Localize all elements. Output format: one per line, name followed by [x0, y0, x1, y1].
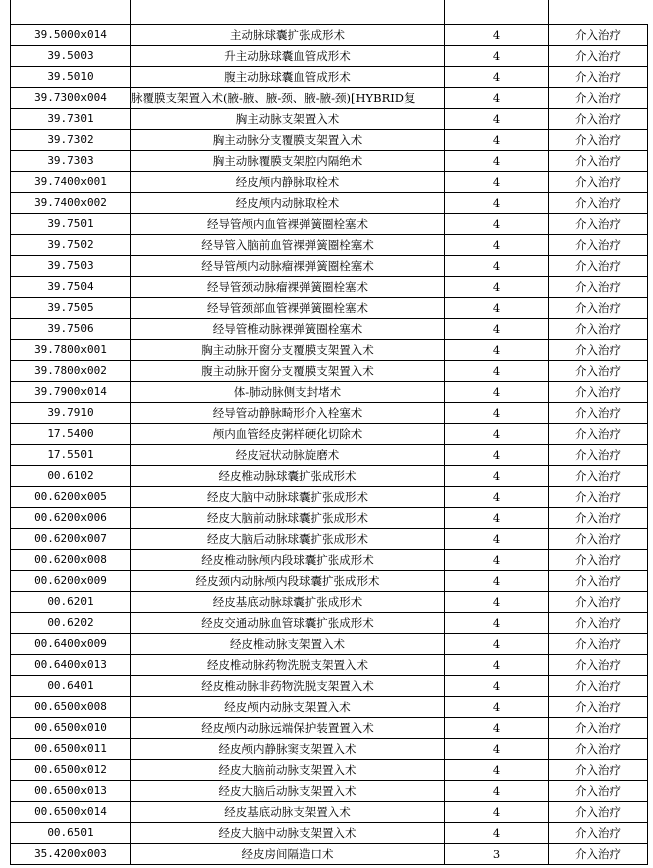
type-cell: 介入治疗	[549, 130, 648, 151]
type-cell: 介入治疗	[549, 634, 648, 655]
table-row	[11, 529, 648, 550]
table-row	[11, 676, 648, 697]
table-row	[11, 319, 648, 340]
name-cell: 胸主动脉开窗分支覆膜支架置入术	[131, 340, 445, 361]
name-cell: 经皮基底动脉球囊扩张成形术	[131, 592, 445, 613]
type-cell: 介入治疗	[549, 193, 648, 214]
name-cell: 颅内血管经皮粥样硬化切除术	[131, 424, 445, 445]
name-cell: 经皮基底动脉支架置入术	[131, 802, 445, 823]
type-cell: 介入治疗	[549, 382, 648, 403]
name-cell: 经导管颈动脉瘤裸弹簧圈栓塞术	[131, 277, 445, 298]
name-cell: 体-肺动脉侧支封堵术	[131, 382, 445, 403]
code-cell: 00.6501	[11, 823, 131, 844]
table-row	[11, 214, 648, 235]
level-cell: 4	[445, 46, 549, 67]
code-cell: 39.7302	[11, 130, 131, 151]
level-cell: 4	[445, 25, 549, 46]
type-cell: 介入治疗	[549, 214, 648, 235]
name-cell: 经皮椎动脉颅内段球囊扩张成形术	[131, 550, 445, 571]
table-row	[11, 298, 648, 319]
type-cell: 介入治疗	[549, 67, 648, 88]
table-row	[11, 277, 648, 298]
name-cell: 经皮椎动脉药物洗脱支架置入术	[131, 655, 445, 676]
code-cell: 39.7300x004	[11, 88, 131, 109]
code-cell: 00.6500x013	[11, 781, 131, 802]
type-cell: 介入治疗	[549, 466, 648, 487]
level-cell: 4	[445, 256, 549, 277]
name-cell: 经导管入脑前血管裸弹簧圈栓塞术	[131, 235, 445, 256]
level-cell: 4	[445, 298, 549, 319]
table-row	[11, 46, 648, 67]
table-row	[11, 151, 648, 172]
code-cell: 39.7800x002	[11, 361, 131, 382]
name-cell: 经导管椎动脉裸弹簧圈栓塞术	[131, 319, 445, 340]
code-cell: 39.5003	[11, 46, 131, 67]
type-cell: 介入治疗	[549, 697, 648, 718]
code-cell: 39.7505	[11, 298, 131, 319]
code-cell: 39.7502	[11, 235, 131, 256]
name-cell: 经皮大脑中动脉支架置入术	[131, 823, 445, 844]
code-cell: 35.4200x003	[11, 844, 131, 865]
code-cell: 39.7303	[11, 151, 131, 172]
type-cell: 介入治疗	[549, 25, 648, 46]
level-cell: 4	[445, 424, 549, 445]
type-cell: 介入治疗	[549, 361, 648, 382]
level-cell: 4	[445, 193, 549, 214]
table-row	[11, 466, 648, 487]
type-cell: 介入治疗	[549, 844, 648, 865]
level-cell: 4	[445, 445, 549, 466]
table-row	[11, 403, 648, 424]
table-row	[11, 256, 648, 277]
level-cell: 4	[445, 67, 549, 88]
table-row	[11, 571, 648, 592]
name-cell: 经皮房间隔造口术	[131, 844, 445, 865]
table-row	[11, 781, 648, 802]
table-row	[11, 844, 648, 865]
name-cell: 胸主动脉分支覆膜支架置入术	[131, 130, 445, 151]
name-cell: 经皮颅内动脉远端保护装置置入术	[131, 718, 445, 739]
name-cell: 经导管动静脉畸形介入栓塞术	[131, 403, 445, 424]
type-cell: 介入治疗	[549, 676, 648, 697]
level-cell: 4	[445, 634, 549, 655]
table-row	[11, 109, 648, 130]
name-cell: 经皮大脑中动脉球囊扩张成形术	[131, 487, 445, 508]
type-cell: 介入治疗	[549, 151, 648, 172]
type-cell: 介入治疗	[549, 571, 648, 592]
name-cell: 经皮颅内静脉取栓术	[131, 172, 445, 193]
type-cell: 介入治疗	[549, 277, 648, 298]
name-cell: 胸主动脉支架置入术	[131, 109, 445, 130]
name-cell: 经导管颅内血管裸弹簧圈栓塞术	[131, 214, 445, 235]
name-cell: 经皮大脑后动脉球囊扩张成形术	[131, 529, 445, 550]
type-cell: 介入治疗	[549, 298, 648, 319]
code-cell: 17.5501	[11, 445, 131, 466]
level-cell: 4	[445, 760, 549, 781]
name-cell: 经皮椎动脉球囊扩张成形术	[131, 466, 445, 487]
level-cell: 4	[445, 781, 549, 802]
type-cell: 介入治疗	[549, 613, 648, 634]
code-cell: 00.6500x012	[11, 760, 131, 781]
code-cell: 00.6200x008	[11, 550, 131, 571]
table-row	[11, 445, 648, 466]
table-row	[11, 718, 648, 739]
name-cell: 腹主动脉球囊血管成形术	[131, 67, 445, 88]
code-cell: 39.7910	[11, 403, 131, 424]
code-cell: 00.6401	[11, 676, 131, 697]
type-cell: 介入治疗	[549, 256, 648, 277]
code-cell: 00.6400x013	[11, 655, 131, 676]
table-row	[11, 25, 648, 46]
type-cell: 介入治疗	[549, 823, 648, 844]
level-cell: 4	[445, 151, 549, 172]
code-cell: 00.6500x010	[11, 718, 131, 739]
table-row	[11, 340, 648, 361]
name-cell: 经皮大脑前动脉球囊扩张成形术	[131, 508, 445, 529]
table-row	[11, 634, 648, 655]
code-cell: 17.5400	[11, 424, 131, 445]
type-cell: 介入治疗	[549, 508, 648, 529]
table-row	[11, 193, 648, 214]
type-cell: 介入治疗	[549, 46, 648, 67]
table-row	[11, 172, 648, 193]
level-cell: 4	[445, 508, 549, 529]
name-cell: 经皮颈内动脉颅内段球囊扩张成形术	[131, 571, 445, 592]
table-row	[11, 67, 648, 88]
type-cell: 介入治疗	[549, 592, 648, 613]
type-cell: 介入治疗	[549, 655, 648, 676]
name-cell: 经皮颅内动脉取栓术	[131, 193, 445, 214]
table-row	[11, 130, 648, 151]
level-cell: 4	[445, 319, 549, 340]
code-cell: 39.7503	[11, 256, 131, 277]
type-cell: 介入治疗	[549, 781, 648, 802]
name-cell: 经导管颈部血管裸弹簧圈栓塞术	[131, 298, 445, 319]
table-row	[11, 823, 648, 844]
table-row	[11, 655, 648, 676]
name-cell: 经皮大脑后动脉支架置入术	[131, 781, 445, 802]
code-cell: 00.6200x007	[11, 529, 131, 550]
level-cell: 4	[445, 214, 549, 235]
name-cell: 经皮冠状动脉旋磨术	[131, 445, 445, 466]
table-row	[11, 508, 648, 529]
type-cell: 介入治疗	[549, 109, 648, 130]
table-row	[11, 697, 648, 718]
level-cell: 4	[445, 403, 549, 424]
name-cell: 胸主动脉覆膜支架腔内隔绝术	[131, 151, 445, 172]
level-cell: 4	[445, 88, 549, 109]
name-cell: 经皮椎动脉非药物洗脱支架置入术	[131, 676, 445, 697]
level-cell: 4	[445, 277, 549, 298]
code-cell: 00.6500x014	[11, 802, 131, 823]
name-cell: 经皮交通动脉血管球囊扩张成形术	[131, 613, 445, 634]
level-cell: 4	[445, 361, 549, 382]
table-row	[11, 739, 648, 760]
code-cell: 39.5000x014	[11, 25, 131, 46]
type-cell: 介入治疗	[549, 445, 648, 466]
code-cell: 39.7501	[11, 214, 131, 235]
table-row	[11, 550, 648, 571]
level-cell: 4	[445, 529, 549, 550]
code-cell: 39.7400x002	[11, 193, 131, 214]
level-cell: 4	[445, 172, 549, 193]
level-cell: 4	[445, 466, 549, 487]
name-cell: 经皮颅内动脉支架置入术	[131, 697, 445, 718]
name-cell: 经皮颅内静脉窦支架置入术	[131, 739, 445, 760]
type-cell: 介入治疗	[549, 760, 648, 781]
table-row	[11, 802, 648, 823]
code-cell: 00.6102	[11, 466, 131, 487]
code-cell: 00.6400x009	[11, 634, 131, 655]
code-cell: 00.6200x006	[11, 508, 131, 529]
level-cell: 4	[445, 382, 549, 403]
table-row	[11, 361, 648, 382]
name-cell: 经皮大脑前动脉支架置入术	[131, 760, 445, 781]
type-cell: 介入治疗	[549, 319, 648, 340]
code-cell: 39.7400x001	[11, 172, 131, 193]
level-cell: 4	[445, 823, 549, 844]
table-row	[11, 592, 648, 613]
code-cell: 39.7301	[11, 109, 131, 130]
level-cell: 4	[445, 697, 549, 718]
table-body	[11, 25, 648, 865]
code-cell: 39.7506	[11, 319, 131, 340]
level-cell: 4	[445, 550, 549, 571]
level-cell: 4	[445, 130, 549, 151]
table-row	[11, 88, 648, 109]
table-row	[11, 382, 648, 403]
code-cell: 00.6201	[11, 592, 131, 613]
level-cell: 4	[445, 592, 549, 613]
name-cell: 脉覆膜支架置入术(腋-腋、腋-颈、腋-腋-颈)[HYBRID复	[131, 88, 445, 109]
table-row	[11, 760, 648, 781]
level-cell: 4	[445, 235, 549, 256]
code-cell: 39.5010	[11, 67, 131, 88]
level-cell: 4	[445, 340, 549, 361]
level-cell: 4	[445, 109, 549, 130]
level-cell: 4	[445, 802, 549, 823]
type-cell: 介入治疗	[549, 487, 648, 508]
type-cell: 介入治疗	[549, 718, 648, 739]
table-top-partial-row	[10, 0, 647, 24]
code-cell: 39.7900x014	[11, 382, 131, 403]
type-cell: 介入治疗	[549, 88, 648, 109]
type-cell: 介入治疗	[549, 235, 648, 256]
level-cell: 4	[445, 613, 549, 634]
type-cell: 介入治疗	[549, 529, 648, 550]
partial-table	[10, 0, 647, 24]
type-cell: 介入治疗	[549, 340, 648, 361]
table-row	[11, 487, 648, 508]
code-cell: 00.6202	[11, 613, 131, 634]
code-cell: 00.6200x005	[11, 487, 131, 508]
level-cell: 4	[445, 739, 549, 760]
code-cell: 00.6200x009	[11, 571, 131, 592]
level-cell: 4	[445, 571, 549, 592]
code-cell: 00.6500x011	[11, 739, 131, 760]
level-cell: 4	[445, 718, 549, 739]
type-cell: 介入治疗	[549, 739, 648, 760]
code-cell: 39.7800x001	[11, 340, 131, 361]
level-cell: 4	[445, 655, 549, 676]
code-cell: 00.6500x008	[11, 697, 131, 718]
code-cell: 39.7504	[11, 277, 131, 298]
table-row	[11, 235, 648, 256]
name-cell: 升主动脉球囊血管成形术	[131, 46, 445, 67]
level-cell: 4	[445, 676, 549, 697]
level-cell: 3	[445, 844, 549, 865]
type-cell: 介入治疗	[549, 172, 648, 193]
table-row	[11, 613, 648, 634]
procedure-table	[10, 24, 647, 865]
type-cell: 介入治疗	[549, 550, 648, 571]
name-cell: 腹主动脉开窗分支覆膜支架置入术	[131, 361, 445, 382]
table-row	[11, 424, 648, 445]
name-cell: 经导管颅内动脉瘤裸弹簧圈栓塞术	[131, 256, 445, 277]
name-cell: 主动脉球囊扩张成形术	[131, 25, 445, 46]
name-cell: 经皮椎动脉支架置入术	[131, 634, 445, 655]
type-cell: 介入治疗	[549, 802, 648, 823]
type-cell: 介入治疗	[549, 403, 648, 424]
type-cell: 介入治疗	[549, 424, 648, 445]
level-cell: 4	[445, 487, 549, 508]
